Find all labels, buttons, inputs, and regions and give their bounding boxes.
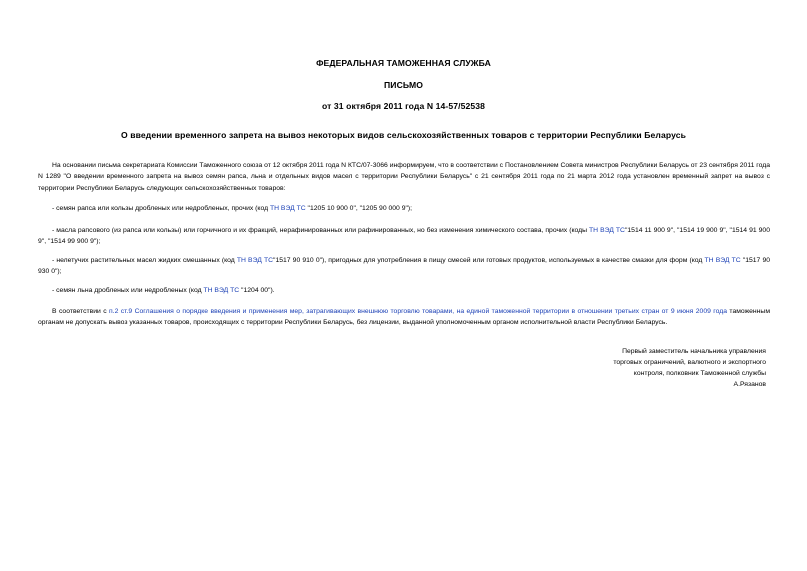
- agency-heading: ФЕДЕРАЛЬНАЯ ТАМОЖЕННАЯ СЛУЖБА: [316, 58, 491, 68]
- tn-ved-link[interactable]: ТН ВЭД ТС: [589, 227, 625, 234]
- list-item-text: - семян льна дробленых или недробленых (код: [52, 287, 204, 294]
- document-title: О введении временного запрета на вывоз некоторых видов сельскохозяйственных товаров с территории Республики Беларусь: [121, 130, 686, 140]
- signatory-name: А.Рязанов: [733, 381, 766, 388]
- agreement-link[interactable]: п.2 ст.9 Соглашения о порядке введения и применения мер, затрагивающих внешнюю торговлю товарами, на единой таможенной территории в отношении третьих стран от 9 июня 2009 года: [109, 308, 727, 315]
- goods-list-item: [38, 255, 770, 278]
- goods-list-item: [38, 203, 770, 214]
- list-item-text: "1514 11 900 9", "1514 19 900 9", "1514 91 900 9", "1514 99 900 9");: [38, 227, 770, 246]
- goods-list-item: [38, 225, 770, 248]
- list-item-text: - нелетучих растительных масел жидких смешанных (код: [52, 257, 237, 264]
- signature-block: [546, 346, 766, 390]
- tn-ved-link[interactable]: ТН ВЭД ТС: [236, 257, 274, 264]
- clause-text: В соответствии с: [52, 308, 109, 315]
- list-item-text: - семян рапса или кользы дробленых или недробленых, прочих (код: [52, 205, 270, 212]
- document-date-number: от 31 октября 2011 года N 14-57/52538: [321, 101, 485, 111]
- clause-text: таможенным органам не допускать вывоз указанных товаров, происходящих с территории Республики Беларусь, без лицензии, выданной уполномоченным органом исполнительной власти Республики Беларусь.: [38, 308, 770, 327]
- intro-text: На основании письма секретариата Комиссии Таможенного союза от 12 октября 2011 года N КТС/07-3066 информируем, что в соответствии с Постановлением Совета министров Республики Беларусь от 23 сентября 2011 года N 1289 "О введении временного запрета на вывоз семян рапса, льна и отдельных видов масел с территории Республики Беларусь" с 21 сентября 2011 года по 21 марта 2012 года установлен временный запрет на вывоз с территории Республики Беларусь следующих сельскохозяйственных товаров:: [38, 162, 770, 192]
- tn-ved-link[interactable]: ТН ВЭД ТС: [203, 287, 240, 294]
- list-item-text: "1517 90 930 0");: [38, 257, 770, 276]
- list-item-text: "1205 10 900 0", "1205 90 000 9");: [305, 205, 413, 212]
- document-type-heading: ПИСЬМО: [384, 80, 423, 90]
- list-item-text: "1204 00").: [239, 287, 275, 294]
- clause-paragraph: [38, 306, 770, 329]
- list-item-text: "1517 90 910 0"), пригодных для употребления в пищу смесей или готовых продуктов, используемых в качестве смазки для форм (код: [273, 257, 705, 264]
- tn-ved-link[interactable]: ТН ВЭД ТС: [269, 205, 306, 212]
- list-item-text: - масла рапсового (из рапса или кользы) или горчичного и их фракций, нерафинированных или рафинированных, но без изменения химического состава, прочих (коды: [52, 227, 590, 234]
- intro-paragraph: [38, 160, 770, 194]
- goods-list-item: [38, 285, 770, 296]
- tn-ved-link[interactable]: ТН ВЭД ТС: [704, 257, 741, 264]
- signature-line: контроля, полковник Таможенной службы: [633, 370, 766, 377]
- signature-line: Первый заместитель начальника управления: [622, 348, 766, 355]
- signature-line: торговых ограничений, валютного и экспортного: [613, 359, 766, 366]
